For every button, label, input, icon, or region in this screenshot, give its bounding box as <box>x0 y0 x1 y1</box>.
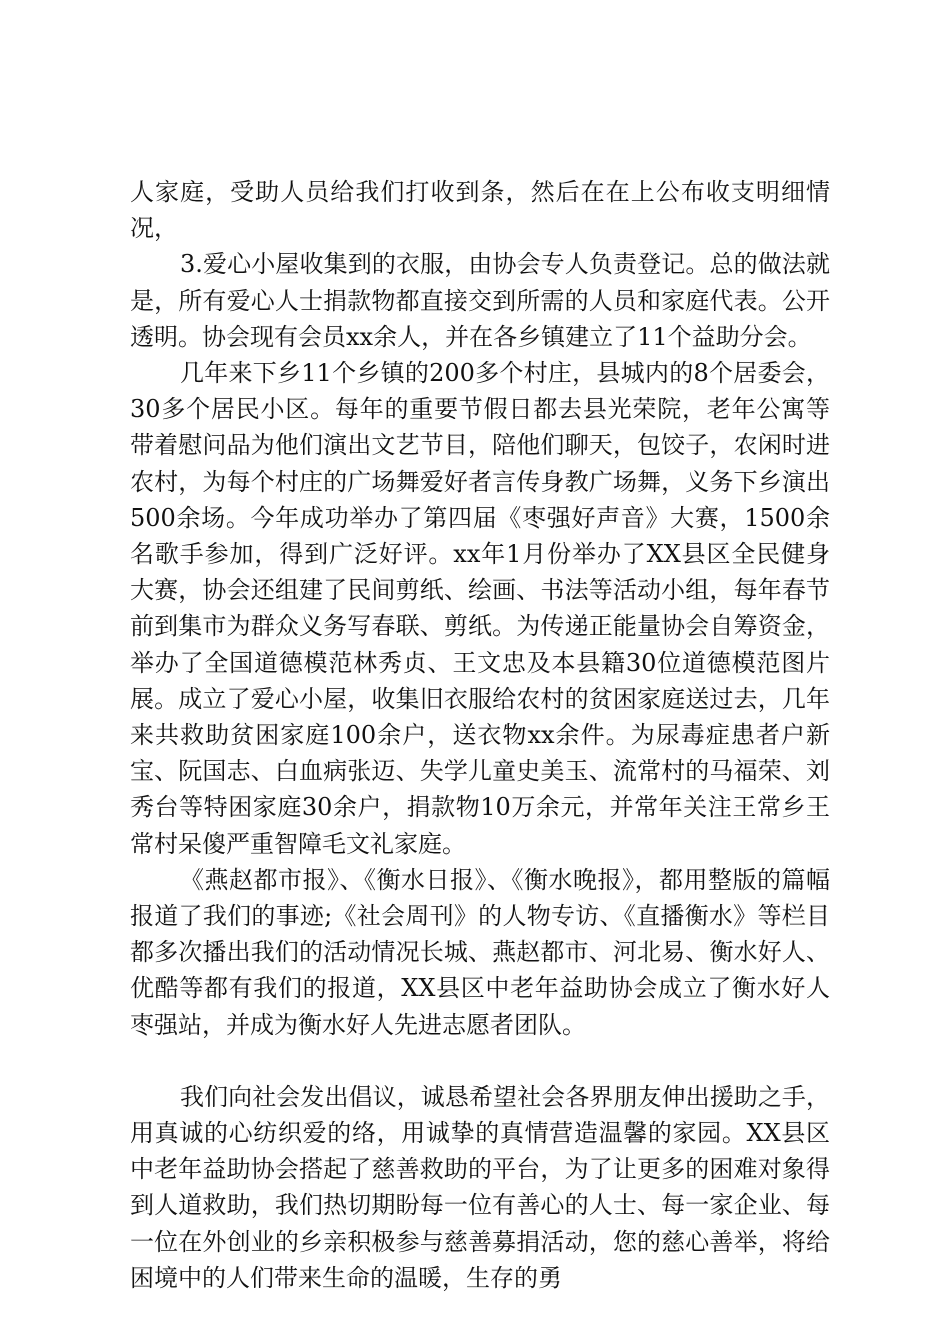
paragraph-donation-registry: 3.爱心小屋收集到的衣服，由协会专人负责登记。总的做法就是，所有爱心人士捐款物都直接交到所需的人员和家庭代表。公开透明。协会现有会员xx余人，并在各乡镇建立了11个益助分会。 <box>130 250 830 351</box>
paragraph-appeal: 我们向社会发出倡议，诚恳希望社会各界朋友伸出援助之手，用真诚的心纺织爱的络，用诚挚的真情营造温馨的家园。XX县区中老年益助协会搭起了慈善救助的平台，为了让更多的困难对象得到人道救助，我们热切期盼每一位有善心的人士、每一家企业、每一位在外创业的乡亲积极参与慈善募捐活动，您的慈心善举，将给困境中的人们带来生命的温暖，生存的勇 <box>130 1082 830 1292</box>
paragraph-activities: 几年来下乡11个乡镇的200多个村庄，县城内的8个居委会，30多个居民小区。每年的重要节假日都去县光荣院，老年公寓等带着慰问品为他们演出文艺节目，陪他们聊天，包饺子，农闲时进农村，为每个村庄的广场舞爱好者言传身教广场舞，义务下乡演出500余场。今年成功举办了第四届《枣强好声音》大赛，1500余名歌手参加，得到广泛好评。xx年1月份举办了XX县区全民健身大赛，协会还组建了民间剪纸、绘画、书法等活动小组，每年春节前到集市为群众义务写春联、剪纸。为传递正能量协会自筹资金，举办了全国道德模范林秀贞、王文忠及本县籍30位道德模范图片展。成立了爱心小屋，收集旧衣服给农村的贫困家庭送过去，几年来共救助贫困家庭100余户，送衣物xx余件。为尿毒症患者户新宝、阮国志、白血病张迈、失学儿童史美玉、流常村的马福荣、刘秀台等特困家庭30余户，捐款物10万余元，并常年关注王常乡王常村呆傻严重智障毛文礼家庭。 <box>130 359 830 858</box>
paragraph-continuation: 人家庭，受助人员给我们打收到条，然后在在上公布收支明细情况， <box>130 178 830 243</box>
document-body <box>130 174 830 1296</box>
paragraph-spacer <box>130 1043 830 1079</box>
paragraph-media-coverage: 《燕赵都市报》、《衡水日报》、《衡水晚报》，都用整版的篇幅报道了我们的事迹;《社会周刊》的人物专访、《直播衡水》等栏目都多次播出我们的活动情况长城、燕赵都市、河北易、衡水好人、优酷等都有我们的报道，XX县区中老年益助协会成立了衡水好人枣强站，并成为衡水好人先进志愿者团队。 <box>130 865 830 1039</box>
